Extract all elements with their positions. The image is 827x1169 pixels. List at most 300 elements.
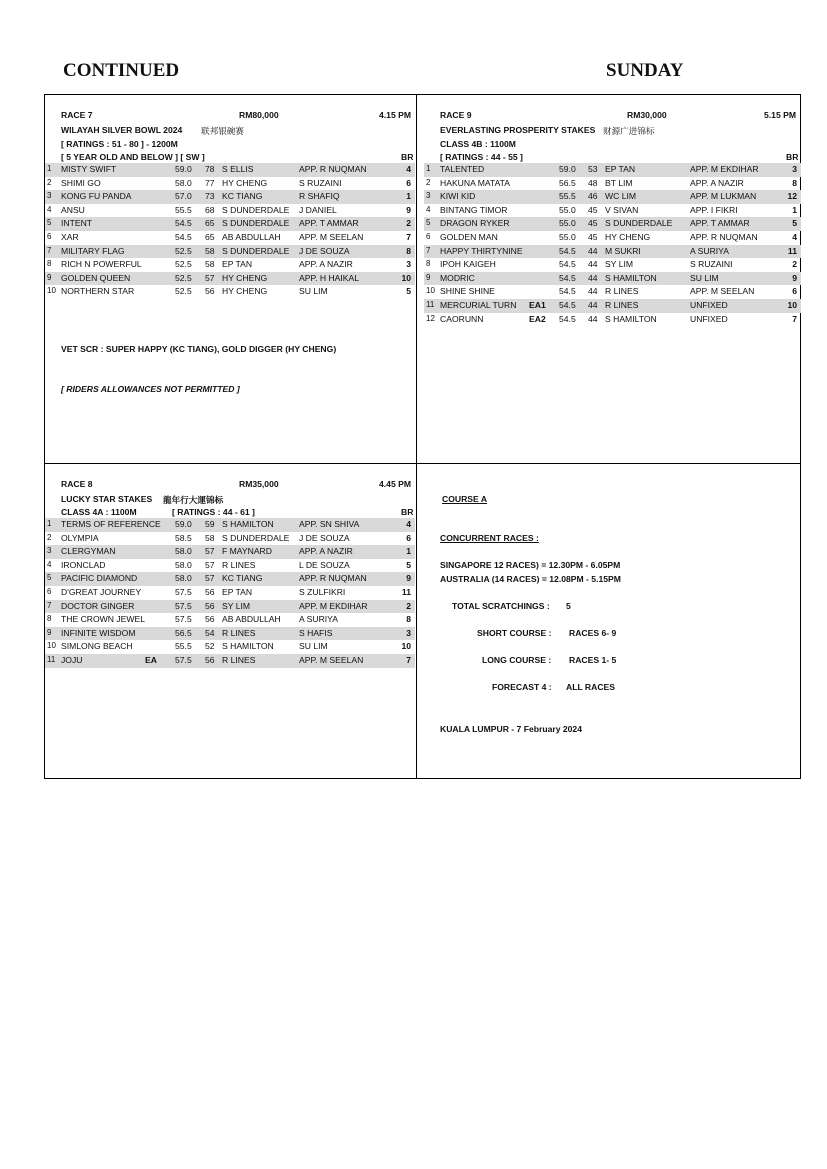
rating: 48: [588, 177, 598, 188]
barrier-header: BR: [786, 152, 799, 162]
rider: APP. A NAZIR: [299, 259, 353, 270]
runner-row: [45, 640, 415, 654]
barrier: 1: [406, 191, 411, 202]
short-course-value: RACES 6- 9: [569, 628, 617, 638]
horse-name: KONG FU PANDA: [61, 191, 132, 202]
footer-location-date: KUALA LUMPUR - 7 February 2024: [440, 724, 582, 734]
weight: 54.5: [559, 313, 576, 324]
emergency-tag: EA2: [529, 313, 546, 324]
race-conditions-2: [ 5 YEAR OLD AND BELOW ] [ SW ]: [61, 152, 205, 162]
runner-number: 1: [47, 519, 52, 528]
barrier: 3: [792, 164, 797, 174]
rating: 52: [205, 641, 215, 652]
runner-row: [45, 272, 415, 286]
weight: 57.5: [175, 614, 192, 625]
rider: APP. A NAZIR: [299, 546, 353, 557]
horse-name: XAR: [61, 232, 79, 242]
rating: 68: [205, 204, 215, 215]
runner-row: [45, 177, 415, 191]
rating: 45: [588, 232, 598, 242]
runner-number: 10: [426, 286, 435, 296]
vet-scratchings: VET SCR : SUPER HAPPY (KC TIANG), GOLD DIGGER (HY CHENG): [61, 344, 337, 354]
runner-number: 5: [47, 573, 52, 583]
rating: 44: [588, 272, 598, 283]
rating: 53: [588, 164, 598, 174]
trainer: S HAMILTON: [605, 272, 657, 283]
runner-row: [45, 518, 415, 532]
runner-row: [45, 285, 415, 299]
rider: UNFIXED: [690, 313, 728, 324]
rating: 56: [205, 286, 215, 297]
runner-number: 2: [47, 177, 52, 187]
runner-row: [424, 258, 801, 272]
barrier: 8: [406, 245, 411, 256]
weight: 56.5: [175, 627, 192, 638]
rating: 59: [205, 519, 215, 529]
horse-name: SHINE SHINE: [440, 286, 495, 297]
runner-number: 1: [426, 164, 431, 173]
trainer: R LINES: [605, 300, 639, 310]
trainer: HY CHENG: [222, 272, 268, 283]
barrier: 3: [406, 259, 411, 270]
race-conditions-2: [ RATINGS : 44 - 55 ]: [440, 152, 523, 162]
barrier: 9: [406, 204, 411, 215]
race-prize: RM30,000: [627, 110, 667, 120]
weight: 57.0: [175, 191, 192, 202]
runner-number: 4: [47, 204, 52, 214]
trainer: S DUNDERDALE: [222, 532, 290, 543]
runner-number: 1: [47, 164, 52, 173]
rating: 44: [588, 259, 598, 270]
barrier: 12: [787, 191, 797, 202]
rating: 58: [205, 245, 215, 256]
race-name: LUCKY STAR STAKES: [61, 494, 153, 504]
rating: 45: [588, 218, 598, 229]
barrier: 5: [406, 559, 411, 570]
runner-number: 4: [426, 204, 431, 214]
rider: APP. H HAIKAL: [299, 272, 360, 283]
runner-row: [424, 190, 801, 204]
weight: 55.0: [559, 218, 576, 229]
runner-row: [45, 613, 415, 627]
barrier: 10: [401, 641, 411, 652]
weight: 54.5: [559, 300, 576, 310]
runner-row: [45, 559, 415, 573]
runner-row: [424, 163, 801, 177]
race-conditions: CLASS 4B : 1100M: [440, 139, 516, 149]
horse-name: TALENTED: [440, 164, 485, 174]
trainer: S HAMILTON: [222, 641, 274, 652]
runner-number: 9: [47, 627, 52, 637]
horse-name: INTENT: [61, 218, 93, 229]
course-label: COURSE A: [442, 494, 488, 504]
runner-number: 5: [47, 218, 52, 228]
australia-races: AUSTRALIA (14 RACES) = 12.08PM - 5.15PM: [440, 574, 621, 584]
rider: APP. M LUKMAN: [690, 191, 757, 202]
rider: A SURIYA: [299, 614, 339, 625]
trainer: EP TAN: [605, 164, 636, 174]
weight: 59.0: [175, 519, 192, 529]
barrier: 6: [792, 286, 797, 297]
allowances-note: [ RIDERS ALLOWANCES NOT PERMITTED ]: [61, 384, 240, 394]
race-prize: RM80,000: [239, 110, 279, 120]
horse-name: NORTHERN STAR: [61, 286, 135, 297]
horse-name: IRONCLAD: [61, 559, 106, 570]
rider: SU LIM: [299, 641, 328, 652]
rating: 65: [205, 232, 215, 242]
horse-name: HAPPY THIRTYNINE: [440, 245, 523, 256]
runner-number: 6: [426, 232, 431, 241]
trainer: AB ABDULLAH: [222, 232, 281, 242]
runner-number: 9: [47, 272, 52, 282]
weight: 59.0: [175, 164, 192, 174]
rider: R SHAFIQ: [299, 191, 340, 202]
barrier: 6: [406, 532, 411, 543]
horse-name: SHIMI GO: [61, 177, 101, 188]
runner-number: 8: [426, 259, 431, 269]
runner-number: 11: [47, 655, 56, 664]
runner-number: 3: [426, 191, 431, 201]
short-course-label: SHORT COURSE :: [477, 628, 552, 638]
trainer: S DUNDERDALE: [222, 218, 290, 229]
runner-number: 9: [426, 272, 431, 282]
rider: APP. M EKDIHAR: [690, 164, 759, 174]
horse-name: MODRIC: [440, 272, 475, 283]
trainer: R LINES: [222, 559, 256, 570]
trainer: KC TIANG: [222, 191, 263, 202]
trainer: HY CHENG: [605, 232, 651, 242]
barrier: 5: [406, 286, 411, 297]
rating: 57: [205, 546, 215, 557]
weight: 55.5: [559, 191, 576, 202]
rating: 73: [205, 191, 215, 202]
barrier: 9: [406, 573, 411, 584]
rating: 78: [205, 164, 215, 174]
rider: J DE SOUZA: [299, 532, 350, 543]
horse-name: OLYMPIA: [61, 532, 99, 543]
runner-row: [424, 217, 801, 231]
runner-row: [424, 285, 801, 299]
forecast-label: FORECAST 4 :: [492, 682, 552, 692]
race-title: RACE 9: [440, 110, 472, 120]
rating: 44: [588, 300, 598, 310]
rider: APP. T AMMAR: [299, 218, 359, 229]
trainer: R LINES: [222, 655, 256, 665]
horse-name: DRAGON RYKER: [440, 218, 510, 229]
rider: SU LIM: [299, 286, 328, 297]
trainer: HY CHENG: [222, 177, 268, 188]
rating: 44: [588, 245, 598, 256]
rating: 56: [205, 655, 215, 665]
runner-number: 10: [47, 286, 56, 296]
singapore-races: SINGAPORE 12 RACES) = 12.30PM - 6.05PM: [440, 560, 621, 570]
barrier: 1: [792, 204, 797, 215]
horse-name: MISTY SWIFT: [61, 164, 117, 174]
race-conditions-2: [ RATINGS : 44 - 61 ]: [172, 507, 255, 517]
runner-number: 3: [47, 191, 52, 201]
barrier: 2: [406, 218, 411, 229]
header-left: CONTINUED: [63, 60, 180, 81]
barrier: 11: [401, 587, 411, 597]
trainer: EP TAN: [222, 587, 253, 597]
concurrent-races-heading: CONCURRENT RACES :: [440, 533, 539, 543]
weight: 55.0: [559, 232, 576, 242]
weight: 54.5: [559, 272, 576, 283]
barrier: 10: [401, 272, 411, 283]
race-time: 5.15 PM: [764, 110, 797, 120]
runner-row: [45, 163, 415, 177]
weight: 52.5: [175, 259, 192, 270]
horse-name: MERCURIAL TURN: [440, 300, 517, 310]
runner-number: 11: [426, 300, 435, 309]
rating: 56: [205, 600, 215, 611]
weight: 57.5: [175, 587, 192, 597]
horse-name: TERMS OF REFERENCE: [61, 519, 161, 529]
rating: 46: [588, 191, 598, 202]
rider: J DANIEL: [299, 204, 337, 215]
barrier: 3: [406, 627, 411, 638]
rider: APP. M SEELAN: [299, 232, 364, 242]
weight: 54.5: [559, 245, 576, 256]
runner-row: [424, 177, 801, 191]
runner-row: [45, 231, 415, 245]
rider: S HAFIS: [299, 627, 333, 638]
race-name: EVERLASTING PROSPERITY STAKES: [440, 125, 596, 135]
rating: 54: [205, 627, 215, 638]
rider: APP. M SEELAN: [299, 655, 364, 665]
trainer: HY CHENG: [222, 286, 268, 297]
horse-name: CAORUNN: [440, 313, 484, 324]
barrier: 4: [406, 519, 411, 529]
long-course-value: RACES 1- 5: [569, 655, 617, 665]
weight: 54.5: [175, 232, 192, 242]
emergency-tag: EA: [145, 655, 157, 665]
horse-name: GOLDEN QUEEN: [61, 272, 131, 283]
weight: 54.5: [175, 218, 192, 229]
barrier: 2: [792, 259, 797, 270]
weight: 58.0: [175, 559, 192, 570]
trainer: R LINES: [605, 286, 639, 297]
runner-number: 8: [47, 614, 52, 624]
rating: 56: [205, 614, 215, 625]
trainer: S DUNDERDALE: [222, 204, 290, 215]
weight: 52.5: [175, 245, 192, 256]
rider: S RUZAINI: [299, 177, 342, 188]
runner-row: [424, 272, 801, 286]
weight: 58.0: [175, 177, 192, 188]
horse-name: MILITARY FLAG: [61, 245, 125, 256]
race-name-chinese: 财源广进锦标: [603, 126, 655, 136]
race-time: 4.15 PM: [379, 110, 412, 120]
rating: 57: [205, 559, 215, 570]
trainer: R LINES: [222, 627, 256, 638]
horse-name: BINTANG TIMOR: [440, 204, 508, 215]
weight: 58.0: [175, 573, 192, 584]
rating: 58: [205, 532, 215, 543]
rating: 57: [205, 573, 215, 584]
total-scratchings-label: TOTAL SCRATCHINGS :: [452, 601, 550, 611]
barrier: 11: [787, 245, 797, 256]
rider: SU LIM: [690, 272, 719, 283]
barrier: 2: [406, 600, 411, 611]
trainer: S HAMILTON: [605, 313, 657, 324]
forecast-value: ALL RACES: [566, 682, 616, 692]
race-title: RACE 7: [61, 110, 93, 120]
runner-number: 7: [426, 245, 431, 255]
rating: 77: [205, 177, 215, 188]
race-prize: RM35,000: [239, 479, 279, 489]
divider-horizontal: [44, 463, 801, 464]
barrier: 4: [406, 164, 411, 174]
horse-name: ANSU: [61, 204, 85, 215]
runner-row: [45, 600, 415, 614]
weight: 57.5: [175, 600, 192, 611]
barrier: 10: [787, 300, 797, 310]
weight: 58.0: [175, 546, 192, 557]
rating: 45: [588, 204, 598, 215]
weight: 54.5: [559, 286, 576, 297]
runner-row: [45, 572, 415, 586]
rider: APP. M EKDIHAR: [299, 600, 368, 611]
rider: APP. M SEELAN: [690, 286, 755, 297]
rider: S RUZAINI: [690, 259, 733, 270]
horse-name: CLERGYMAN: [61, 546, 116, 557]
weight: 55.5: [175, 641, 192, 652]
weight: 57.5: [175, 655, 192, 665]
runner-number: 6: [47, 232, 52, 241]
trainer: S HAMILTON: [222, 519, 274, 529]
rider: A SURIYA: [690, 245, 730, 256]
runner-row: [424, 245, 801, 259]
rider: APP. R NUQMAN: [690, 232, 758, 242]
rating: 44: [588, 286, 598, 297]
rating: 65: [205, 218, 215, 229]
runner-number: 5: [426, 218, 431, 228]
trainer: SY LIM: [222, 600, 251, 611]
divider-vertical: [416, 94, 417, 779]
runner-row: [45, 586, 415, 600]
barrier: 8: [406, 614, 411, 625]
barrier-header: BR: [401, 152, 414, 162]
runner-row: [45, 204, 415, 218]
horse-name: IPOH KAIGEH: [440, 259, 496, 270]
rider: APP. R NUQMAN: [299, 573, 367, 584]
rating: 44: [588, 313, 598, 324]
race-conditions: CLASS 4A : 1100M: [61, 507, 137, 517]
weight: 58.5: [175, 532, 192, 543]
trainer: S DUNDERDALE: [222, 245, 290, 256]
trainer: S ELLIS: [222, 164, 254, 174]
rating: 56: [205, 587, 215, 597]
runner-number: 6: [47, 587, 52, 596]
rider: APP. SN SHIVA: [299, 519, 360, 529]
horse-name: KIWI KID: [440, 191, 476, 202]
horse-name: HAKUNA MATATA: [440, 177, 511, 188]
runner-row: [45, 258, 415, 272]
rider: APP. I FIKRI: [690, 204, 738, 215]
weight: 55.5: [175, 204, 192, 215]
race-time: 4.45 PM: [379, 479, 412, 489]
rider: APP. T AMMAR: [690, 218, 750, 229]
runner-row: [45, 190, 415, 204]
rating: 58: [205, 259, 215, 270]
weight: 52.5: [175, 286, 192, 297]
emergency-tag: EA1: [529, 300, 546, 310]
weight: 54.5: [559, 259, 576, 270]
horse-name: SIMLONG BEACH: [61, 641, 133, 652]
runner-number: 2: [426, 177, 431, 187]
runner-row: [45, 545, 415, 559]
trainer: M SUKRI: [605, 245, 641, 256]
trainer: S DUNDERDALE: [605, 218, 673, 229]
runner-number: 10: [47, 641, 56, 651]
race-title: RACE 8: [61, 479, 93, 489]
horse-name: RICH N POWERFUL: [61, 259, 142, 270]
header-right: SUNDAY: [606, 60, 684, 81]
trainer: WC LIM: [605, 191, 637, 202]
runner-row: [45, 627, 415, 641]
barrier: 4: [792, 232, 797, 242]
runner-number: 8: [47, 259, 52, 269]
barrier: 8: [792, 177, 797, 188]
trainer: KC TIANG: [222, 573, 263, 584]
weight: 56.5: [559, 177, 576, 188]
race-name: WILAYAH SILVER BOWL 2024: [61, 125, 183, 135]
trainer: AB ABDULLAH: [222, 614, 281, 625]
horse-name: THE CROWN JEWEL: [61, 614, 146, 625]
barrier: 5: [792, 218, 797, 229]
barrier: 6: [406, 177, 411, 188]
weight: 52.5: [175, 272, 192, 283]
barrier: 7: [792, 313, 797, 324]
rider: APP. R NUQMAN: [299, 164, 367, 174]
rating: 57: [205, 272, 215, 283]
horse-name: DOCTOR GINGER: [61, 600, 135, 611]
barrier: 1: [406, 546, 411, 557]
horse-name: D'GREAT JOURNEY: [61, 587, 142, 597]
runner-row: [424, 313, 801, 327]
runner-row: [424, 204, 801, 218]
runner-number: 7: [47, 245, 52, 255]
race-name-chinese: 龍年行大運锦标: [163, 495, 224, 505]
runner-row: [45, 245, 415, 259]
barrier: 7: [406, 655, 411, 665]
runner-number: 3: [47, 546, 52, 556]
race-name-chinese: 联邦银碗赛: [201, 126, 244, 136]
runner-number: 7: [47, 600, 52, 610]
runner-row: [424, 231, 801, 245]
race-conditions: [ RATINGS : 51 - 80 ] - 1200M: [61, 139, 178, 149]
barrier: 7: [406, 232, 411, 242]
runner-number: 4: [47, 559, 52, 569]
horse-name: JOJU: [61, 655, 83, 665]
trainer: SY LIM: [605, 259, 634, 270]
horse-name: PACIFIC DIAMOND: [61, 573, 138, 584]
rider: APP. A NAZIR: [690, 177, 744, 188]
long-course-label: LONG COURSE :: [482, 655, 552, 665]
trainer: EP TAN: [222, 259, 253, 270]
weight: 55.0: [559, 204, 576, 215]
rider: UNFIXED: [690, 300, 728, 310]
horse-name: GOLDEN MAN: [440, 232, 498, 242]
rider: S ZULFIKRI: [299, 587, 346, 597]
runner-row: [45, 532, 415, 546]
barrier: 9: [792, 272, 797, 283]
runner-row: [45, 654, 415, 668]
rider: L DE SOUZA: [299, 559, 350, 570]
runner-number: 2: [47, 532, 52, 542]
trainer: BT LIM: [605, 177, 633, 188]
